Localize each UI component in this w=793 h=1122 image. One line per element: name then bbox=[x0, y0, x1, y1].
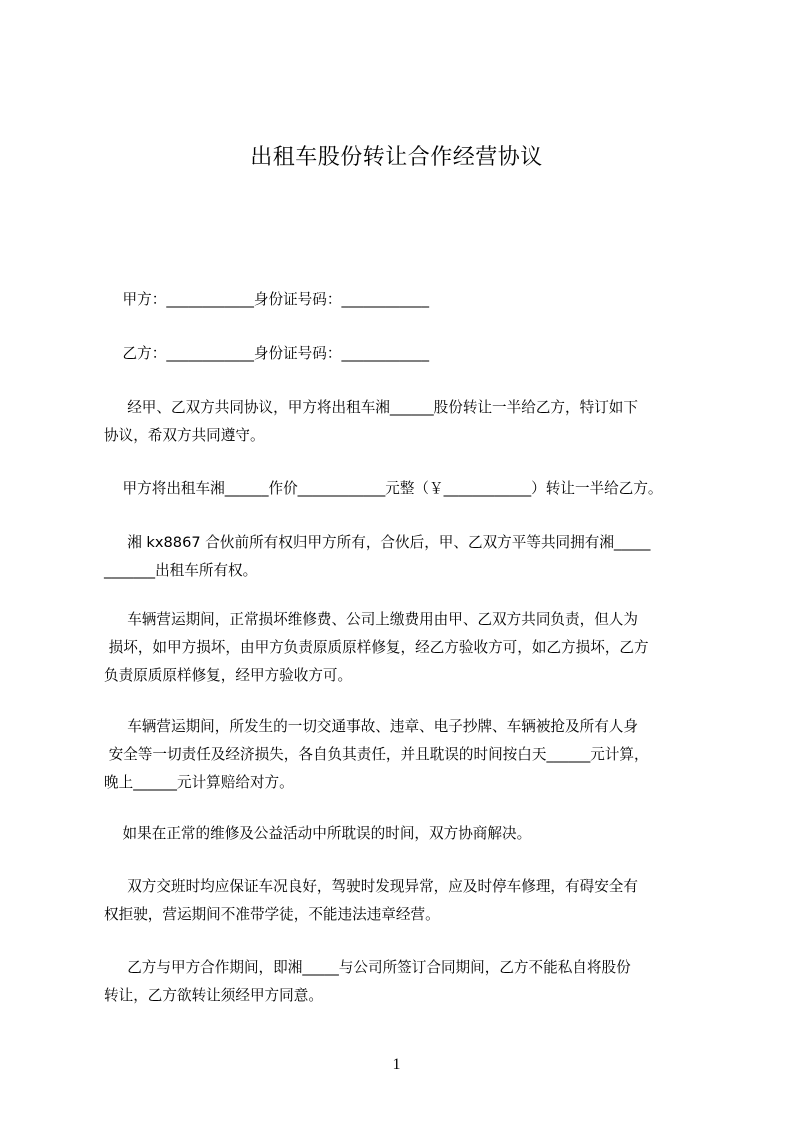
paragraph-line: 双方交班时均应保证车况良好，驾驶时发现异常，应及时停车修理，有碍安全有 bbox=[104, 878, 638, 895]
paragraph-line: 损坏，如甲方损坏，由甲方负责原质原样修复，经乙方验收方可，如乙方损坏，乙方 bbox=[104, 639, 649, 656]
paragraph-line: 车辆营运期间，所发生的一切交通事故、违章、电子抄牌、车辆被抢及所有人身 bbox=[104, 718, 638, 735]
ownership-paragraph bbox=[104, 529, 704, 585]
transfer-price-paragraph bbox=[104, 475, 704, 503]
document-title: 出租车股份转让合作经营协议 bbox=[250, 145, 543, 170]
paragraph-line: 转让，乙方欲转让须经甲方同意。 bbox=[104, 987, 323, 1004]
page-number: 1 bbox=[392, 1056, 401, 1073]
paragraph-line: 晚上______元计算赔给对方。 bbox=[104, 774, 294, 791]
paragraph-line: 车辆营运期间，正常损坏维修费、公司上缴费用由甲、乙双方共同负责，但人为 bbox=[104, 611, 638, 628]
paragraph-line: 如果在正常的维修及公益活动中所耽误的时间，双方协商解决。 bbox=[104, 825, 532, 842]
party-b-line bbox=[104, 340, 704, 368]
paragraph-line: 甲方：____________身份证号码：____________ bbox=[104, 291, 430, 308]
paragraph-line: 安全等一切责任及经济损失，各自负其责任，并且耽误的时间按白天______元计算， bbox=[104, 746, 649, 763]
party-a-line bbox=[104, 286, 704, 314]
paragraph-line: 乙方：____________身份证号码：____________ bbox=[104, 345, 430, 362]
paragraph-line: 乙方与甲方合作期间，即湘_____与公司所签订合同期间，乙方不能私自将股份 bbox=[104, 959, 631, 976]
paragraph-line: 权拒驶，营运期间不准带学徒，不能违法违章经营。 bbox=[104, 906, 440, 923]
paragraph-line: 湘 kx8867 合伙前所有权归甲方所有，合伙后，甲、乙双方平等共同拥有湘_____ bbox=[104, 534, 651, 551]
paragraph-line: 经甲、乙双方共同协议，甲方将出租车湘______股份转让一半给乙方，特订如下 bbox=[104, 399, 638, 416]
paragraph-line: 甲方将出租车湘______作价____________元整（￥____________）转让一半给乙方。 bbox=[104, 480, 663, 497]
share-transfer-paragraph bbox=[104, 954, 704, 1010]
repair-cost-paragraph bbox=[104, 606, 704, 690]
paragraph-line: 负责原质原样修复，经甲方验收方可。 bbox=[104, 667, 353, 684]
liability-paragraph bbox=[104, 713, 704, 797]
paragraph-line: _______出租车所有权。 bbox=[104, 562, 258, 579]
paragraph-line: 协议，希双方共同遵守。 bbox=[104, 427, 265, 444]
delay-negotiation-paragraph bbox=[104, 820, 704, 848]
agreement-intro-paragraph bbox=[104, 394, 704, 450]
vehicle-condition-paragraph bbox=[104, 873, 704, 929]
